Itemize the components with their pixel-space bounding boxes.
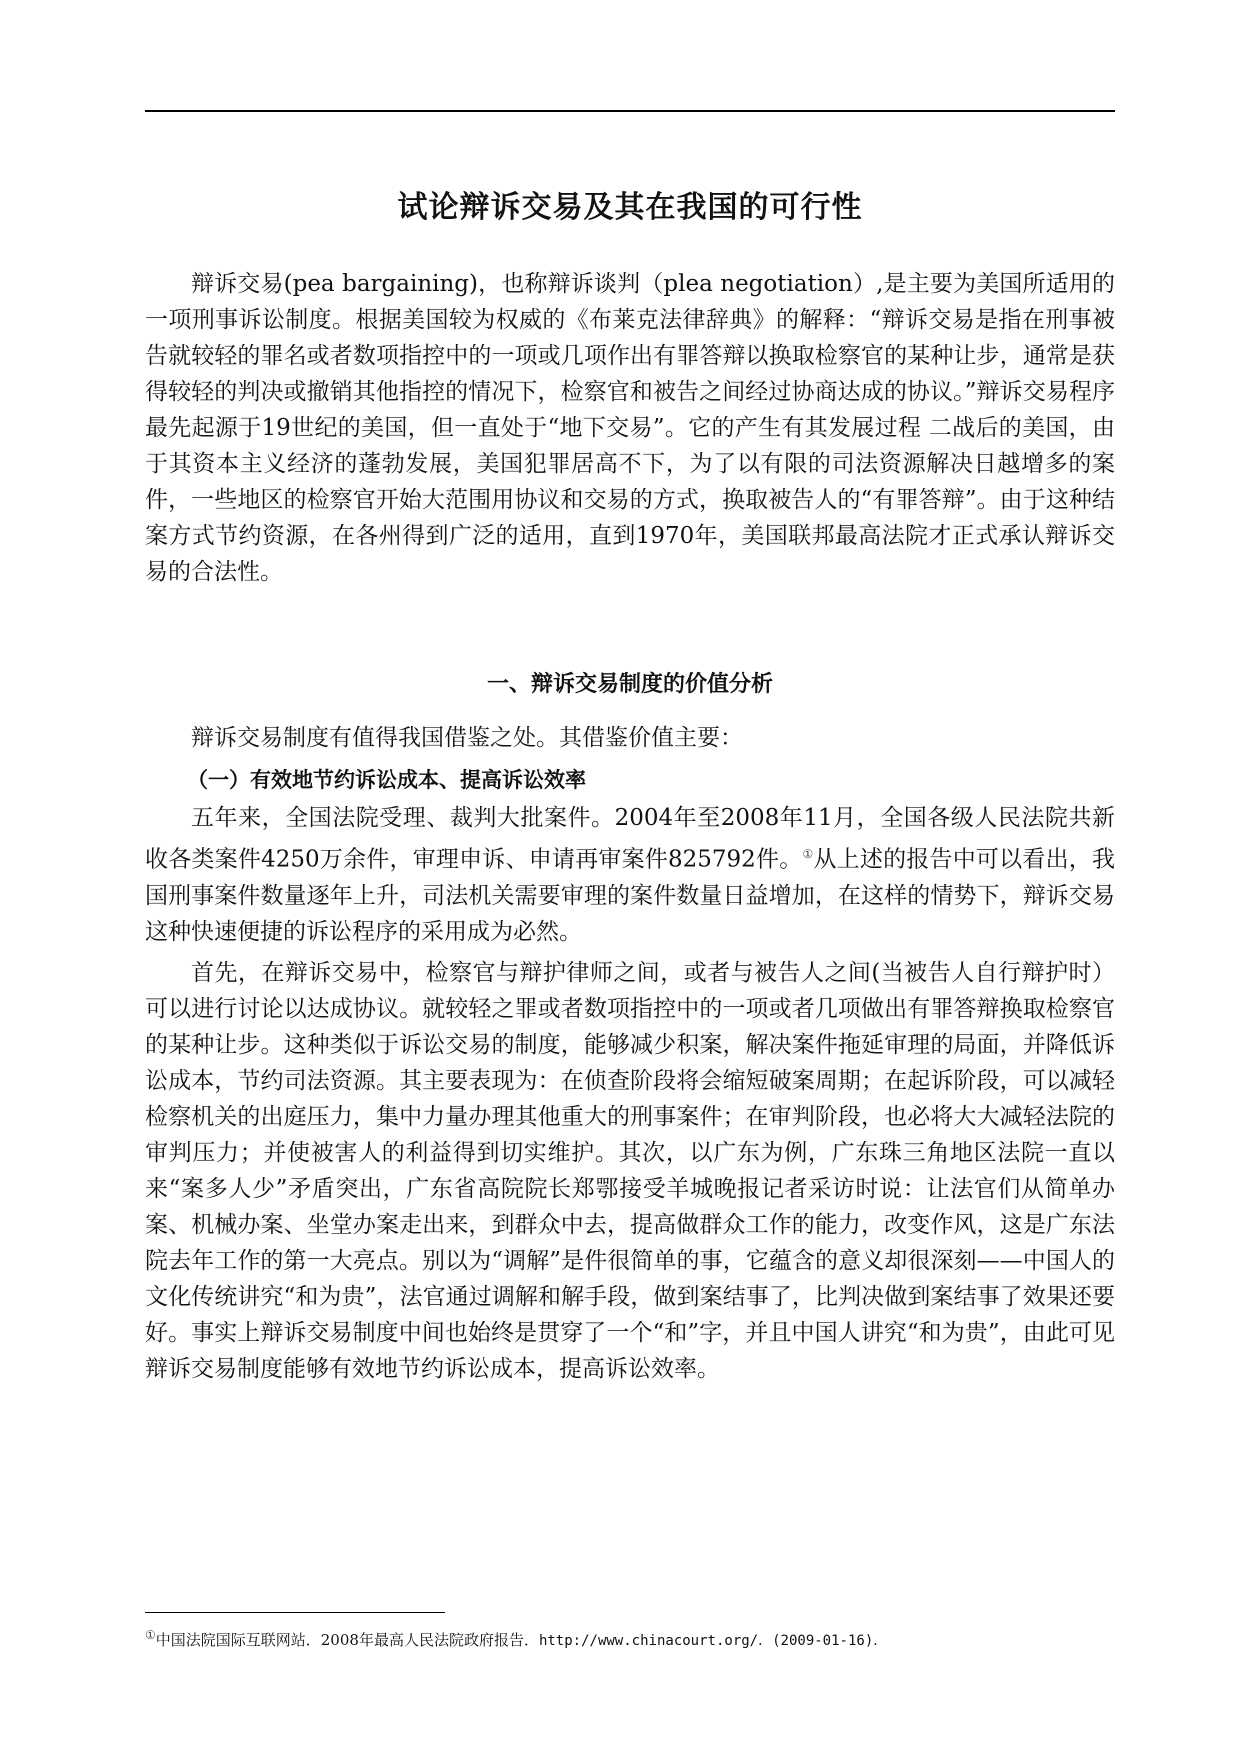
- footnote-separator: [145, 1612, 445, 1613]
- document-title: 试论辩诉交易及其在我国的可行性: [397, 190, 863, 225]
- stats-paragraph: [145, 800, 1115, 950]
- section-heading: 一、辩诉交易制度的价值分析: [486, 672, 773, 697]
- footnote: [145, 1624, 1115, 1652]
- footnote-url[interactable]: http://www.chinacourt.org/．(2009-01-16)．: [538, 1633, 888, 1649]
- intro-paragraph: 辩诉交易(pea bargaining)，也称辩诉谈判（plea negotiation）,是主要为美国所适用的一项刑事诉讼制度。根据美国较为权威的《布莱克法律辞典》的解释：“辩诉交易是指在刑事被告就较轻的罪名或者数项指控中的一项或几项作出有罪答辩以换取检察官的某种让步，通常是获得较轻的判决或撤销其他指控的情况下，检察官和被告之间经过协商达成的协议。”辩诉交易程序最先起源于19世纪的美国，但一直处于“地下交易”。它的产生有其发展过程 二战后的美国，由于其资本主义经济的蓬勃发展，美国犯罪居高不下，为了以有限的司法资源解决日越增多的案件，一些地区的检察官开始大范围用协议和交易的方式，换取被告人的“有罪答辩”。由于这种结案方式节约资源，在各州得到广泛的适用，直到1970年，美国联邦最高法院才正式承认辩诉交易的合法性。: [145, 271, 1115, 585]
- footnote-text: 中国法院国际互联网站．2008年最高人民法院政府报告．: [155, 1631, 539, 1649]
- stats-text-before-note: 五年来，全国法院受理、裁判大批案件。2004年至2008年11月，全国各级人民法院共新收各类案件4250万余件，审理申诉、申请再审案件825792件。: [145, 805, 1115, 873]
- main-paragraph: 首先，在辩诉交易中，检察官与辩护律师之间，或者与被告人之间(当被告人自行辩护时）可以进行讨论以达成协议。就较轻之罪或者数项指控中的一项或者几项做出有罪答辩换取检察官的某种让步。这种类似于诉讼交易的制度，能够减少积案，解决案件拖延审理的局面，并降低诉讼成本，节约司法资源。其主要表现为：在侦查阶段将会缩短破案周期；在起诉阶段，可以减轻检察机关的出庭压力，集中力量办理其他重大的刑事案件；在审判阶段，也必将大大减轻法院的审判压力；并使被害人的利益得到切实维护。其次，以广东为例，广东珠三角地区法院一直以来“案多人少”矛盾突出，广东省高院院长郑鄂接受羊城晚报记者采访时说：让法官们从简单办案、机械办案、坐堂办案走出来，到群众中去，提高做群众工作的能力，改变作风，这是广东法院去年工作的第一大亮点。别以为“调解”是件很简单的事，它蕴含的意义却很深刻——中国人的文化传统讲究“和为贵”，法官通过调解和解手段，做到案结事了，比判决做到案结事了效果还要好。事实上辩诉交易制度中间也始终是贯穿了一个“和”字，并且中国人讲究“和为贵”，由此可见辩诉交易制度能够有效地节约诉讼成本，提高诉讼效率。: [145, 960, 1115, 1382]
- lead-paragraph: 辩诉交易制度有值得我国借鉴之处。其借鉴价值主要：: [191, 725, 743, 751]
- footnote-reference-mark[interactable]: ①: [802, 847, 814, 861]
- sub-heading: （一）有效地节约诉讼成本、提高诉讼效率: [187, 768, 586, 792]
- footnote-mark: ①: [145, 1628, 156, 1642]
- stats-text-after-note: 从上述的报告中可以看出，我国刑事案件数量逐年上升，司法机关需要审理的案件数量日益增加，在这样的情势下，辩诉交易这种快速便捷的诉讼程序的采用成为必然。: [145, 846, 1115, 945]
- header-rule: [145, 110, 1115, 112]
